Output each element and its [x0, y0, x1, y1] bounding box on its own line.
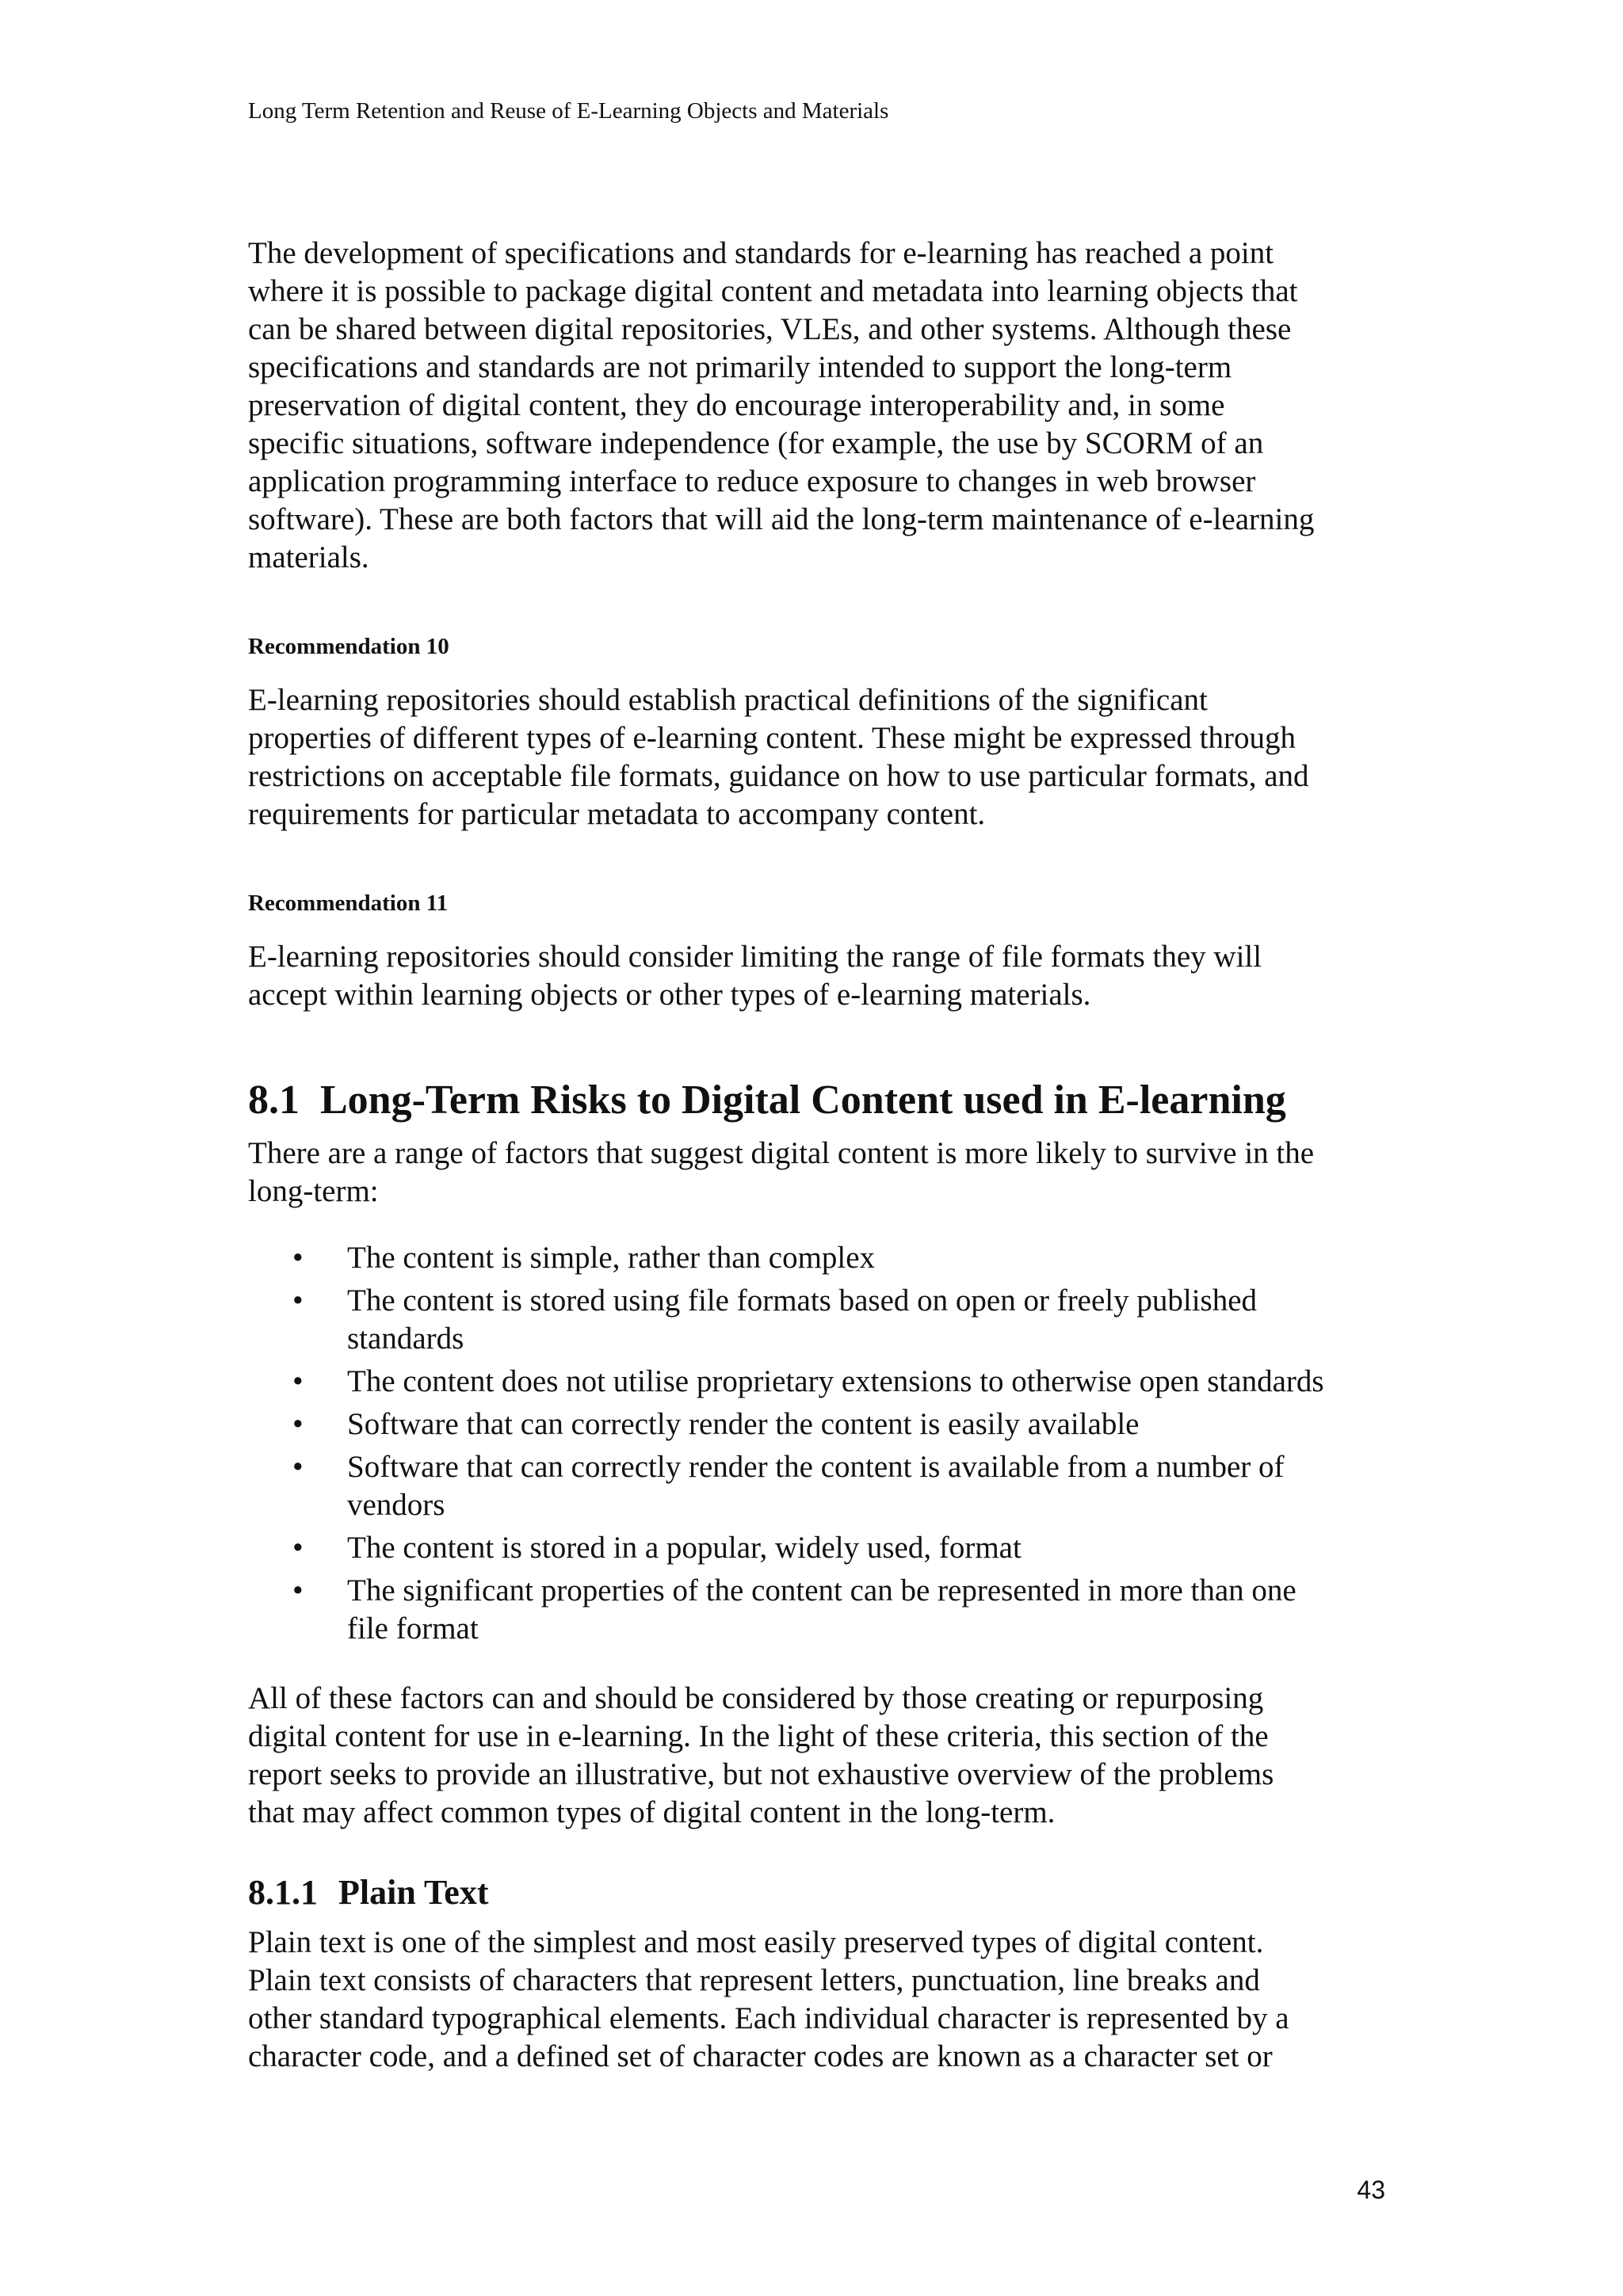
text-line: All of these factors can and should be considered by those creating or repurposing — [248, 1681, 1264, 1715]
list-item-text: The significant properties of the content can be represented in more than one — [347, 1573, 1296, 1608]
text-line: specific situations, software independence (for example, the use by SCORM of an — [248, 426, 1264, 460]
list-item-text: The content does not utilise proprietary extensions to otherwise open standards — [347, 1364, 1324, 1398]
list-item-text: Software that can correctly render the content is available from a number of — [347, 1450, 1285, 1484]
bullet-icon: • — [292, 1407, 304, 1441]
text-line: can be shared between digital repositories, VLEs, and other systems. Although these — [248, 312, 1292, 346]
list-item — [248, 1239, 1405, 1277]
text-line: accept within learning objects or other types of e-learning materials. — [248, 978, 1091, 1012]
recommendation-10-heading: Recommendation 10 — [248, 634, 449, 659]
list-item-text: standards — [347, 1322, 464, 1356]
text-line: other standard typographical elements. Each individual character is represented by a — [248, 2001, 1289, 2035]
recommendation-11-text — [248, 938, 1405, 1014]
text-line: character code, and a defined set of character codes are known as a character set or — [248, 2039, 1273, 2073]
intro-paragraph — [248, 235, 1405, 577]
text-line: specifications and standards are not primarily intended to support the long-term — [248, 350, 1232, 384]
list-item-text: Software that can correctly render the content is easily available — [347, 1407, 1140, 1441]
subsection-title: Plain Text — [338, 1873, 489, 1912]
bullet-icon: • — [292, 1364, 304, 1398]
bullet-icon: • — [292, 1283, 304, 1318]
list-item — [248, 1448, 1405, 1524]
bullet-icon: • — [292, 1531, 304, 1565]
section-summary — [248, 1680, 1405, 1832]
text-line: report seeks to provide an illustrative, but not exhaustive overview of the problems — [248, 1757, 1274, 1791]
text-line: Plain text consists of characters that represent letters, punctuation, line breaks and — [248, 1963, 1260, 1997]
subsection-text — [248, 1924, 1405, 2076]
text-line: restrictions on acceptable file formats, guidance on how to use particular formats, and — [248, 759, 1309, 793]
text-line: The development of specifications and standards for e-learning has reached a point — [248, 236, 1274, 270]
text-line: where it is possible to package digital content and metadata into learning objects that — [248, 274, 1298, 308]
text-line: long-term: — [248, 1174, 379, 1208]
text-line: There are a range of factors that suggest digital content is more likely to survive in the — [248, 1136, 1315, 1170]
text-line: materials. — [248, 540, 369, 574]
text-line: that may affect common types of digital content in the long-term. — [248, 1795, 1056, 1829]
list-item-text: The content is stored using file formats based on open or freely published — [347, 1283, 1258, 1318]
text-line: Plain text is one of the simplest and most easily preserved types of digital content. — [248, 1925, 1264, 1959]
section-number: 8.1 — [248, 1077, 300, 1123]
list-item — [248, 1363, 1405, 1401]
text-line: properties of different types of e-learning content. These might be expressed through — [248, 721, 1296, 755]
text-line: preservation of digital content, they do encourage interoperability and, in some — [248, 388, 1225, 422]
factor-list — [248, 1239, 1405, 1648]
list-item-text: The content is simple, rather than complex — [347, 1241, 876, 1275]
section-title: Long-Term Risks to Digital Content used in E-learning — [320, 1077, 1286, 1123]
text-line: digital content for use in e-learning. In the light of these criteria, this section of the — [248, 1719, 1269, 1753]
page-number: 43 — [1357, 2176, 1385, 2204]
subsection-heading — [248, 1871, 1405, 1914]
list-item — [248, 1529, 1405, 1567]
text-line: software). These are both factors that will aid the long-term maintenance of e-learning — [248, 502, 1315, 536]
page-content — [248, 235, 1405, 2076]
bullet-icon: • — [292, 1573, 304, 1608]
bullet-icon: • — [292, 1241, 304, 1275]
subsection-number: 8.1.1 — [248, 1873, 318, 1912]
bullet-icon: • — [292, 1450, 304, 1484]
text-line: E-learning repositories should establish practical definitions of the significant — [248, 683, 1208, 717]
list-item-text: The content is stored in a popular, widely used, format — [347, 1531, 1022, 1565]
recommendation-10-text — [248, 681, 1405, 833]
recommendation-11-heading: Recommendation 11 — [248, 891, 449, 916]
running-header: Long Term Retention and Reuse of E-Learning Objects and Materials — [248, 98, 889, 124]
list-item-text: vendors — [347, 1488, 445, 1522]
text-line: application programming interface to reduce exposure to changes in web browser — [248, 464, 1256, 498]
text-line: E-learning repositories should consider limiting the range of file formats they will — [248, 940, 1262, 974]
list-item — [248, 1572, 1405, 1648]
text-line: requirements for particular metadata to accompany content. — [248, 797, 986, 831]
list-item — [248, 1282, 1405, 1358]
section-heading — [248, 1076, 1405, 1125]
list-item — [248, 1405, 1405, 1444]
section-intro — [248, 1135, 1405, 1211]
list-item-text: file format — [347, 1611, 479, 1646]
